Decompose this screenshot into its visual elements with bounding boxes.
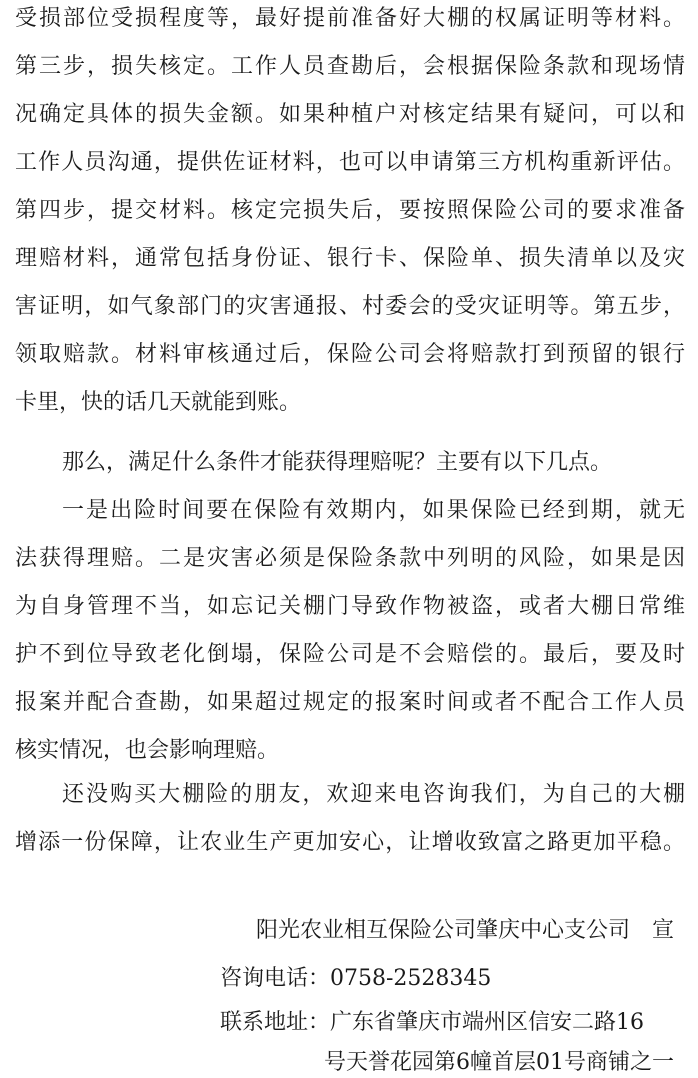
paragraph-line: 核实情况，也会影响理赔。: [15, 738, 280, 763]
paragraph-line: 第三步，损失核定。工作人员查勘后，会根据保险条款和现场情: [15, 54, 685, 79]
paragraph-line: 增添一份保障，让农业生产更加安心，让增收致富之路更加平稳。: [15, 830, 685, 855]
paragraph-line: 害证明，如气象部门的灾害通报、村委会的受灾证明等。第五步，: [15, 294, 685, 319]
signature-address-line-1: 联系地址：广东省肇庆市端州区信安二路16: [220, 1010, 644, 1035]
paragraph-line: 领取赔款。材料审核通过后，保险公司会将赔款打到预留的银行: [15, 342, 685, 367]
paragraph-line: 况确定具体的损失金额。如果种植户对核定结果有疑问，可以和: [15, 102, 685, 127]
signature-address-line-2: 号天誉花园第6幢首层01号商铺之一: [324, 1050, 674, 1075]
paragraph-line: 报案并配合查勘，如果超过规定的报案时间或者不配合工作人员: [15, 690, 685, 715]
signature-company: 阳光农业相互保险公司肇庆中心支公司 宣: [255, 918, 674, 943]
paragraph-line: 法获得理赔。二是灾害必须是保险条款中列明的风险，如果是因: [15, 546, 685, 571]
paragraph-line: 卡里，快的话几天就能到账。: [15, 390, 302, 415]
paragraph-line: 一是出险时间要在保险有效期内，如果保险已经到期，就无: [62, 498, 685, 523]
paragraph-line: 还没购买大棚险的朋友，欢迎来电咨询我们，为自己的大棚: [62, 782, 685, 807]
paragraph-line: 第四步，提交材料。核定完损失后，要按照保险公司的要求准备: [15, 198, 685, 223]
paragraph-line: 护不到位导致老化倒塌，保险公司是不会赔偿的。最后，要及时: [15, 642, 685, 667]
signature-phone: 咨询电话：0758-2528345: [220, 966, 492, 991]
paragraph-line: 那么，满足什么条件才能获得理赔呢？主要有以下几点。: [62, 450, 613, 475]
paragraph-line: 理赔材料，通常包括身份证、银行卡、保险单、损失清单以及灾: [15, 246, 685, 271]
paragraph-line: 工作人员沟通，提供佐证材料，也可以申请第三方机构重新评估。: [15, 150, 685, 175]
paragraph-line: 受损部位受损程度等，最好提前准备好大棚的权属证明等材料。: [15, 6, 685, 31]
paragraph-line: 为自身管理不当，如忘记关棚门导致作物被盗，或者大棚日常维: [15, 594, 685, 619]
